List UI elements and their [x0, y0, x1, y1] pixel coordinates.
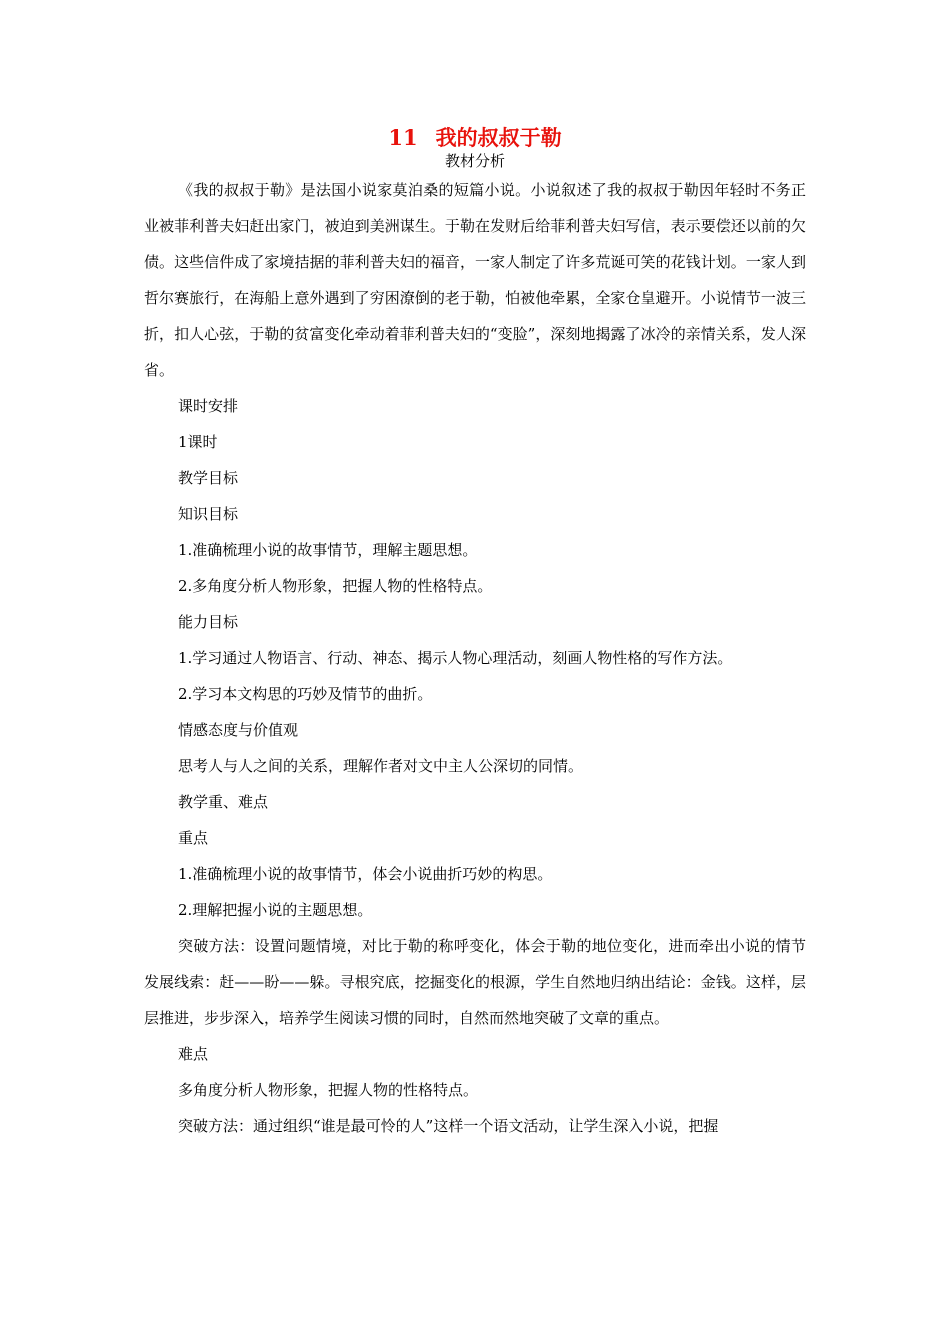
- document-body: [144, 172, 806, 1144]
- subsection-heading: 知识目标: [178, 505, 239, 523]
- title-number: 11: [388, 125, 418, 150]
- paragraph: 突破方法：设置问题情境，对比于勒的称呼变化，体会于勒的地位变化，进而牵出小说的情节发展线索：赶——盼——躲。寻根究底，挖掘变化的根源，学生自然地归纳出结论：金钱。这样，层层推进，步步深入，培养学生阅读习惯的同时，自然而然地突破了文章的重点。: [144, 937, 806, 1027]
- paragraph: 1课时: [178, 433, 218, 451]
- section-heading: 教学目标: [178, 469, 239, 487]
- document-subtitle: 教材分析: [444, 152, 505, 170]
- paragraph: 思考人与人之间的关系，理解作者对文中主人公深切的同情。: [178, 757, 584, 775]
- list-item: 2.学习本文构思的巧妙及情节的曲折。: [178, 685, 433, 703]
- paragraph: 多角度分析人物形象，把握人物的性格特点。: [178, 1081, 479, 1099]
- list-item: 1.学习通过人物语言、行动、神态、揭示人物心理活动，刻画人物性格的写作方法。: [178, 649, 733, 667]
- paragraph: 突破方法：通过组织“谁是最可怜的人”这样一个语文活动，让学生深入小说，把握: [178, 1117, 719, 1135]
- subsection-heading: 难点: [178, 1045, 209, 1063]
- list-item: 1.准确梳理小说的故事情节，体会小说曲折巧妙的构思。: [178, 865, 553, 883]
- document-title: [0, 124, 950, 152]
- subsection-heading: 重点: [178, 829, 209, 847]
- section-heading: 课时安排: [178, 397, 239, 415]
- list-item: 1.准确梳理小说的故事情节，理解主题思想。: [178, 541, 478, 559]
- list-item: 2.理解把握小说的主题思想。: [178, 901, 373, 919]
- subsection-heading: 情感态度与价值观: [178, 721, 299, 739]
- section-heading: 教学重、难点: [178, 793, 269, 811]
- title-text: 我的叔叔于勒: [435, 126, 562, 150]
- list-item: 2.多角度分析人物形象，把握人物的性格特点。: [178, 577, 493, 595]
- intro-paragraph: 《我的叔叔于勒》是法国小说家莫泊桑的短篇小说。小说叙述了我的叔叔于勒因年轻时不务正业被菲利普夫妇赶出家门，被迫到美洲谋生。于勒在发财后给菲利普夫妇写信，表示要偿还以前的欠债。这些信件成了家境拮据的菲利普夫妇的福音，一家人制定了许多荒诞可笑的花钱计划。一家人到哲尔赛旅行，在海船上意外遇到了穷困潦倒的老于勒，怕被他牵累，全家仓皇避开。小说情节一波三折，扣人心弦，于勒的贫富变化牵动着菲利普夫妇的“变脸”，深刻地揭露了冰冷的亲情关系，发人深省。: [144, 181, 806, 379]
- subsection-heading: 能力目标: [178, 613, 239, 631]
